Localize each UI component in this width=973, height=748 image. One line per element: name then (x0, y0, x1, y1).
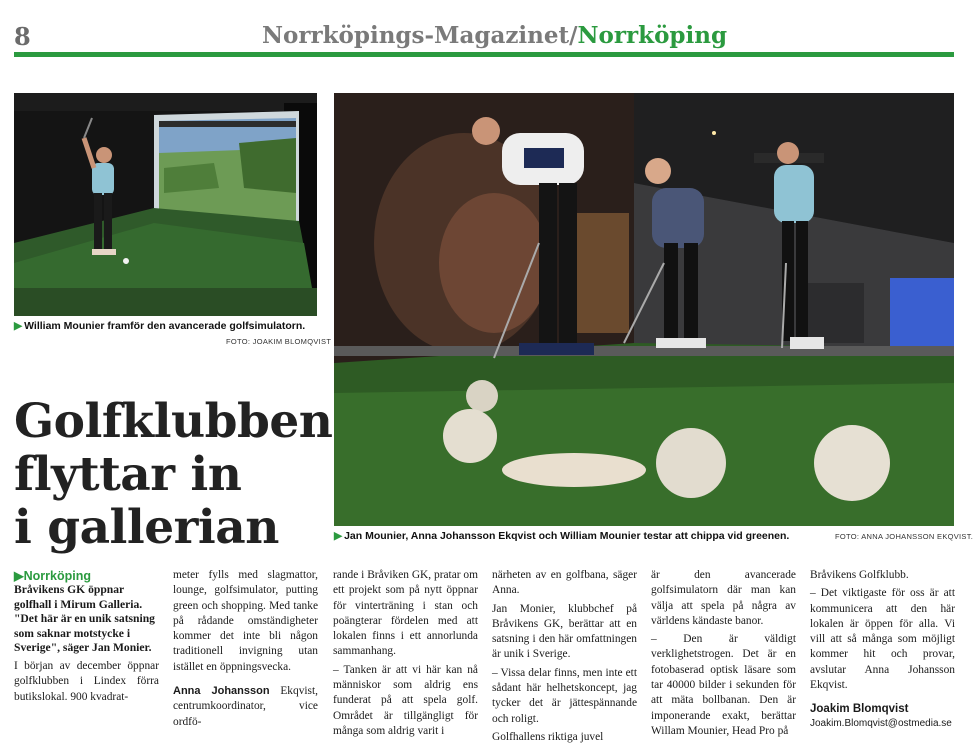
headline-line-3: i gallerian (14, 500, 279, 555)
body-paragraph: Golfhallens riktiga juvel (492, 730, 604, 743)
big-photo-caption-text: Jan Mounier, Anna Johansson Ekqvist och William Mounier testar att chippa vid greenen. (344, 530, 790, 542)
body-paragraph: – Vissa delar finns, men inte ett sådant här helhetskoncept, jag tycker det är jättespännande och roligt. (492, 666, 637, 725)
article-column-2 (173, 568, 318, 733)
article-headline (14, 394, 333, 555)
article-column-4 (492, 568, 637, 748)
chipping-photo (334, 93, 954, 526)
section-name: Norrköping (577, 22, 728, 49)
kicker-arrow-icon: ▶ (14, 569, 24, 583)
body-paragraph (173, 684, 318, 730)
body-paragraph: – Den är väldigt verklighetstrogen. Det är en fotobaserad optisk läsare som tar 40000 bilder i sekunden för att mäta bollbanan. Den är imponerande exakt, berättar Willam Mounier, Head Pro på (651, 633, 796, 737)
body-paragraph: I början av december öppnar golfklubben i Lindex förra butikslokal. 900 kvadrat- (14, 659, 159, 703)
body-paragraph: Jan Monier, klubbchef på Bråvikens GK, berättar att en satsning i den här omfattningen är unik i Sverige. (492, 602, 637, 661)
big-photo-caption (334, 530, 789, 542)
body-paragraph: närheten av en golfbana, säger Anna. (492, 569, 637, 597)
byline: Joakim Blomqvist (810, 703, 909, 716)
big-photo-credit: FOTO: ANNA JOHANSSON EKQVIST. (835, 532, 973, 541)
article-column-3 (333, 568, 478, 742)
small-photo-caption-text: William Mounier framför den avancerade golfsimulatorn. (24, 320, 306, 332)
body-paragraph: rande i Bråviken GK, pratar om ett projekt som på nytt öppnar för vinterträning i stan och poängterar fördelen med att lokalen finns i ett annorlunda sammanhang. (333, 569, 478, 658)
caption-arrow-icon: ▶ (14, 320, 23, 332)
magazine-title (262, 22, 727, 49)
body-text: Ekqvist, centrumkoordinator, vice ordfö- (173, 685, 318, 728)
magazine-name: Norrköpings-Magazinet (262, 22, 570, 49)
body-paragraph: meter fylls med slagmattor, lounge, golfsimulator, putting green och shopping. Med tanke på rådande omständigheter kommer det inte bli någon traditionell invigning utan istället en öppningsvecka. (173, 569, 318, 673)
author-email[interactable]: Joakim.Blomqvist@ostmedia.se (810, 718, 952, 730)
small-photo-credit: FOTO: JOAKIM BLOMQVIST (226, 337, 332, 346)
headline-line-2: flyttar in (14, 447, 242, 502)
article-column-6 (810, 568, 955, 729)
article-column-5 (651, 568, 796, 742)
simulator-photo (14, 93, 317, 316)
caption-arrow-icon: ▶ (334, 530, 343, 542)
page-number: 8 (14, 22, 31, 51)
kicker (14, 568, 159, 583)
person-name: Anna Johansson (173, 685, 270, 698)
header-rule (14, 52, 954, 57)
body-paragraph: – Det viktigaste för oss är att kommunicera att den här lokalen är öppen för alla. Vi vill att så många som möjligt kommer hit och provar, avslutar Anna Johansson Ekqvist. (810, 587, 955, 692)
headline-line-1: Golfklubben (14, 394, 333, 449)
title-separator: / (569, 22, 578, 49)
article-column-1 (14, 568, 159, 708)
body-paragraph: är den avancerade golfsimulatorn där man kan välja att spela på några av världens kändaste banor. (651, 569, 796, 627)
ingress: Bråvikens GK öppnar golfhall i Mirum Galleria. "Det här är en unik satsning som saknar motstycke i Sverige", säger Jan Monier. (14, 583, 155, 655)
kicker-text: Norrköping (23, 569, 91, 583)
small-photo-caption (14, 320, 305, 332)
body-paragraph: Bråvikens Golfklubb. (810, 569, 909, 581)
body-paragraph: – Tanken är att vi här kan nå människor som aldrig ens funderat på att spela golf. Området är tillgängligt för många som aldrig varit i (333, 663, 478, 737)
